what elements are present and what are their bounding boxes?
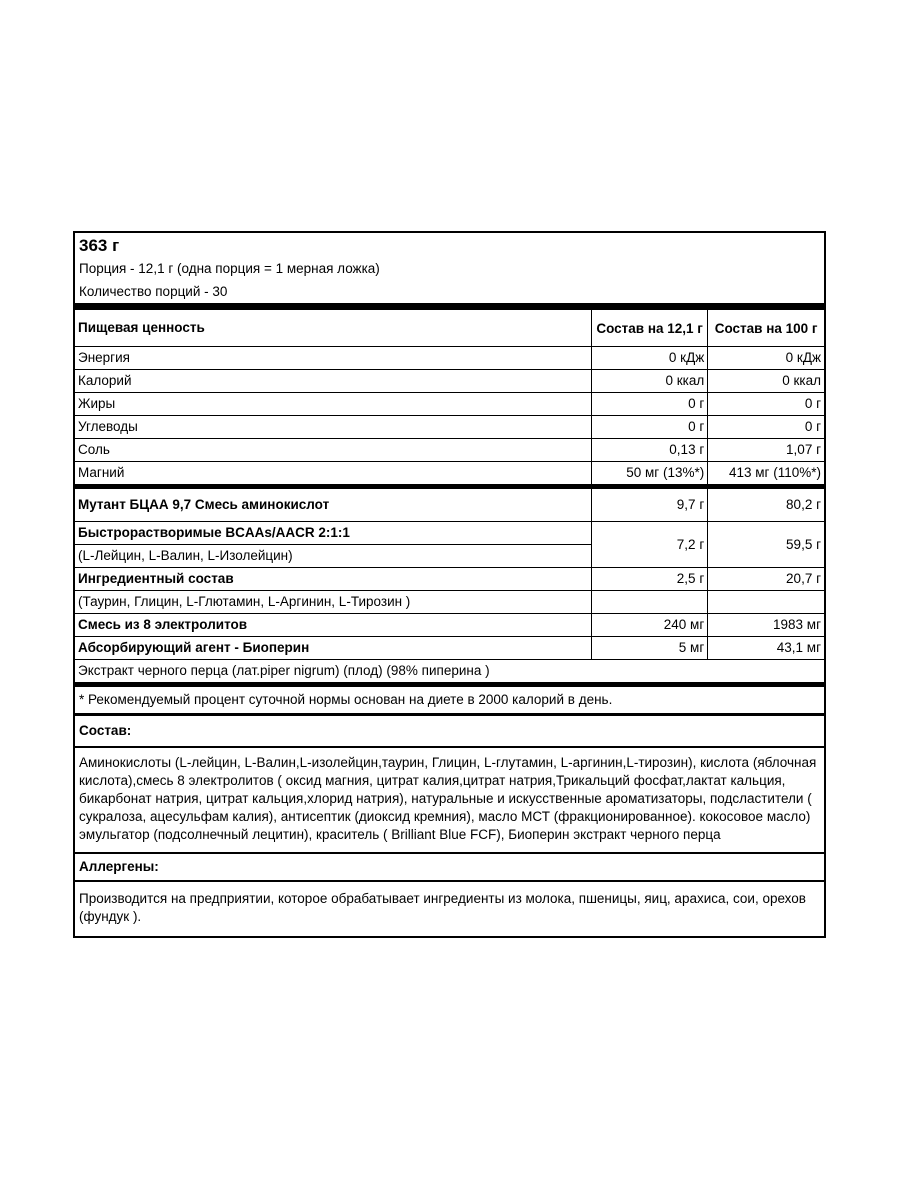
servings-count: Количество порций - 30 [79,284,228,299]
nutrient-value-100g: 0 г [708,393,824,416]
blend-value-100g: 43,1 мг [708,637,824,660]
footnote: * Рекомендуемый процент суточной нормы основан на диете в 2000 калорий в день. [75,687,824,714]
nutrient-value-serving: 0 ккал [592,370,708,393]
nutrient-value-serving: 50 мг (13%*) [592,462,708,485]
blend-table [75,489,824,682]
table-row [75,568,824,591]
nutrient-value-serving: 0 г [592,393,708,416]
table-row [75,393,824,416]
blend-value-serving: 9,7 г [592,489,708,522]
nutrition-label [73,231,826,938]
table-header-row [75,310,824,347]
table-row [75,370,824,393]
nutrient-value-serving: 0 кДж [592,347,708,370]
table-row [75,522,824,545]
blend-value-100g: 59,5 г [708,522,824,568]
composition-title: Состав: [79,723,132,738]
blend-value-100g: 80,2 г [708,489,824,522]
allergens-title: Аллергены: [79,859,159,874]
table-row [75,660,824,683]
composition-text: Аминокислоты (L-лейцин, L-Валин,L-изолейцин,таурин, Глицин, L-глутамин, L-аргинин,L-тирозин), кислота (яблочная кислота),смесь 8 электролитов ( оксид магния, цитрат калия,цитрат натрия,Трикальций фосфат,лактат кальция, бикарбонат натрия, цитрат кальция,хлорид натрия), натуральные и искусственные ароматизаторы, подсластители ( сукралоза, ацесульфам калия), антисептик (диоксид кремния), масло МСТ (фракционированное). кокосовое масло) эмульгатор (подсолнечный лецитин), краситель ( Brilliant Blue FCF), Биоперин экстракт черного перца [79,755,817,842]
nutrition-title: Пищевая ценность [75,310,592,347]
table-row [75,439,824,462]
blend-value-100g: 1983 мг [708,614,824,637]
table-row [75,462,824,485]
nutrient-value-100g: 0 г [708,416,824,439]
nutrient-name: Энергия [75,347,592,370]
blend-value-100g: 20,7 г [708,568,824,591]
column-header-serving: Состав на 12,1 г [592,310,708,347]
nutrient-value-100g: 0 ккал [708,370,824,393]
extract-note: Экстракт черного перца (лат.piper nigrum) (плод) (98% пиперина ) [75,660,824,683]
blend-name: Смесь из 8 электролитов [75,614,592,637]
blend-value-serving: 240 мг [592,614,708,637]
nutrient-name: Углеводы [75,416,592,439]
blend-name: Быстрорастворимые BCAAs/AACR 2:1:1 [75,522,592,545]
empty-cell [592,591,708,614]
nutrient-value-100g: 1,07 г [708,439,824,462]
table-row [75,347,824,370]
table-row [75,614,824,637]
nutrient-name: Соль [75,439,592,462]
blend-name: Мутант БЦАА 9,7 Смесь аминокислот [75,489,592,522]
nutrient-name: Калорий [75,370,592,393]
allergens-text: Производится на предприятии, которое обрабатывает ингредиенты из молока, пшеницы, яиц, арахиса, сои, орехов (фундук ). [79,891,806,924]
blend-name: Ингредиентный состав [75,568,592,591]
nutrient-value-serving: 0 г [592,416,708,439]
nutrient-name: Магний [75,462,592,485]
empty-cell [708,591,824,614]
blend-value-serving: 7,2 г [592,522,708,568]
label-header [75,233,824,303]
blend-name: Абсорбирующий агент - Биоперин [75,637,592,660]
blend-subtext: (Таурин, Глицин, L-Глютамин, L-Аргинин, L-Тирозин ) [75,591,592,614]
nutrition-table [75,310,824,484]
nutrient-name: Жиры [75,393,592,416]
table-row [75,416,824,439]
blend-value-serving: 5 мг [592,637,708,660]
blend-value-serving: 2,5 г [592,568,708,591]
blend-subtext: (L-Лейцин, L-Валин, L-Изолейцин) [75,545,592,568]
net-weight: 363 г [79,236,120,255]
column-header-100g: Состав на 100 г [708,310,824,347]
table-row [75,591,824,614]
nutrient-value-100g: 413 мг (110%*) [708,462,824,485]
nutrient-value-serving: 0,13 г [592,439,708,462]
thick-divider [75,303,824,310]
table-row [75,637,824,660]
table-row [75,489,824,522]
nutrient-value-100g: 0 кДж [708,347,824,370]
serving-size: Порция - 12,1 г (одна порция = 1 мерная ложка) [79,261,380,276]
